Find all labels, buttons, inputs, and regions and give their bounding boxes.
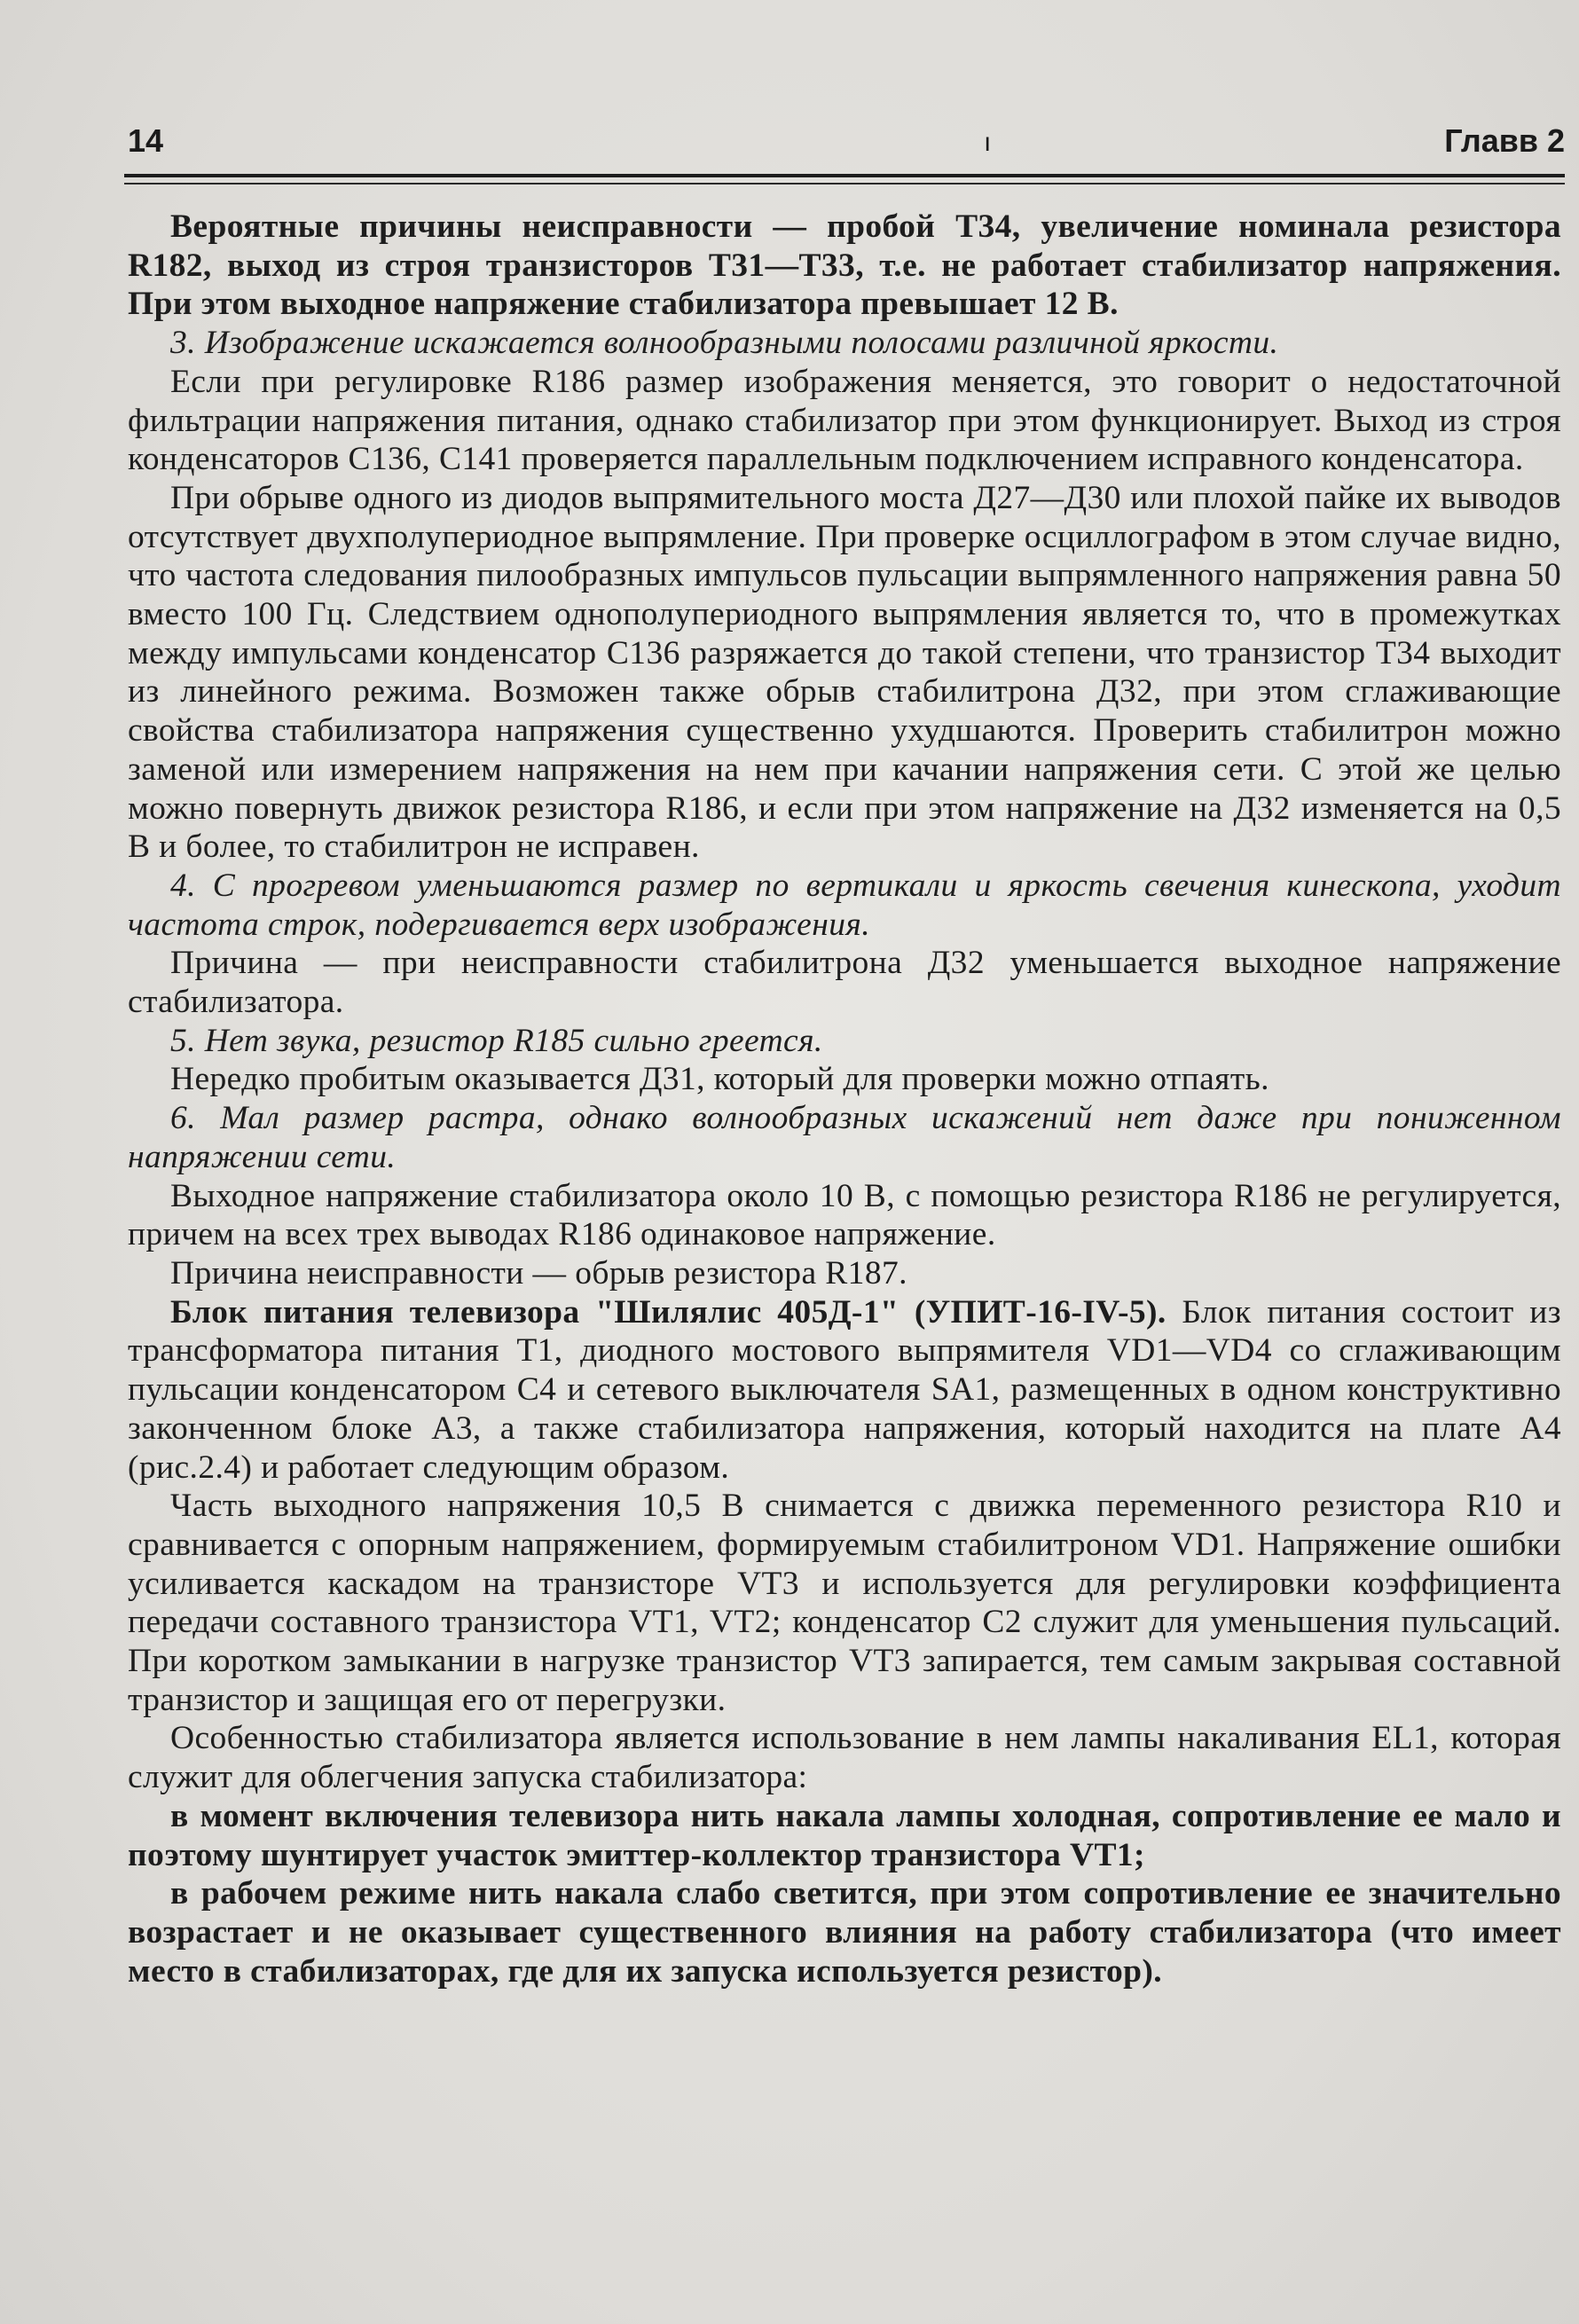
header-mark: ı [984,128,992,157]
fault-heading: 5. Нет звука, резистор R185 сильно греется. [170,1022,823,1059]
paragraph: Вероятные причины неисправности — пробой Т34, увеличение номинала резистора R182, выход из строя транзисторов Т31—Т33, т.е. не работает стабилизатор напряжения. При этом выходное напряжение стабилизатора превышает 12 В. [128,208,1561,323]
page-number: 14 [128,122,164,159]
paragraph: При обрыве одного из диодов выпрямительного моста Д27—Д30 или плохой пайке их выводов отсутствует двухполупериодное выпрямление. При проверке осциллографом в этом случае видно, что частота следования пилообразных импульсов пульсации выпрямленного напряжения равна 50 вместо 100 Гц. Следствием однополупериодного выпрямления является то, что в промежутках между импульсами конденсатор С136 разряжается до такой степени, что транзистор Т34 выходит из линейного режима. Возможен также обрыв стабилитрона Д32, при этом сглаживающие свойства стабилизатора напряжения существенно ухудшаются. Проверить стабилитрон можно заменой или измерением напряжения на нем при качании напряжения сети. С этой же целью можно повернуть движок резистора R186, и если при этом напряжение на Д32 изменяется на 0,5 В и более, то стабилитрон не исправен. [128,479,1561,866]
fault-heading: 6. Мал размер растра, однако волнообразных искажений нет даже при пониженном напряжении сети. [128,1100,1561,1175]
paragraph: Причина — при неисправности стабилитрона Д32 уменьшается выходное напряжение стабилизатора. [128,945,1561,1021]
paragraph: Выходное напряжение стабилизатора около 10 В, с помощью резистора R186 не регулируется, причем на всех трех выводах R186 одинаковое напряжение. [128,1177,1561,1253]
list-item: в рабочем режиме нить накала слабо светится, при этом сопротивление ее значительно возрастает и не оказывает существенного влияния на работу стабилизатора (что имеет место в стабилизаторах, где для их запуска используется резистор). [128,1875,1561,1990]
section-paragraph [128,1293,1561,1488]
header-rule [124,174,1565,177]
paragraph: Нередко пробитым оказывается Д31, который для проверки можно отпаять. [170,1061,1269,1098]
paragraph: Особенностью стабилизатора является использование в нем лампы накаливания EL1, которая служит для облегчения запуска стабилизатора: [128,1720,1561,1796]
fault-heading: 4. С прогревом уменьшаются размер по вертикали и яркость свечения кинескопа, уходит частота строк, подергивается верх изображения. [128,867,1561,943]
body-text [128,208,1561,1990]
section-spec: (УПИТ-16-IV-5). [914,1293,1167,1331]
list-item: в момент включения телевизора нить накала лампы холодная, сопротивление ее мало и поэтому шунтирует участок эмиттер-коллектор транзистора VT1; [128,1797,1561,1873]
paragraph: Часть выходного напряжения 10,5 В снимается с движка переменного резистора R10 и сравнивается с опорным напряжением, формируемым стабилитроном VD1. Напряжение ошибки усиливается каскадом на транзисторе VT3 и используется для регулировки коэффициента передачи составного транзистора VT1, VT2; конденсатор С2 служит для уменьшения пульсаций. При коротком замыкании в нагрузке транзистор VT3 запирается, тем самым закрывая составной транзистор и защищая его от перегрузки. [128,1488,1561,1718]
section-title: Блок питания телевизора "Шилялис 405Д-1" [170,1293,899,1331]
paragraph: Причина неисправности — обрыв резистора R187. [170,1254,907,1292]
chapter-title: Главв 2 [1444,122,1565,159]
header-rule-thin [124,183,1565,185]
fault-heading: 3. Изображение искажается волнообразными полосами различной яркости. [170,325,1279,362]
paragraph: Если при регулировке R186 размер изображения меняется, это говорит о недостаточной фильтрации напряжения питания, однако стабилизатор при этом функционирует. Выход из строя конденсаторов С136, С141 проверяется параллельным подключением исправного конденсатора. [128,363,1561,478]
page-header [128,122,1565,158]
section-text: Блок питания состоит из трансформатора питания Т1, диодного мостового выпрямителя VD1—VD4 со сглаживающим пульсации конденсатором С4 и сетевого выключателя SA1, размещенных в одном конструктивно законченном блоке А3, а также стабилизатора напряжения, который находится на плате А4 (рис.2.4) и работает следующим образом. [128,1293,1561,1486]
